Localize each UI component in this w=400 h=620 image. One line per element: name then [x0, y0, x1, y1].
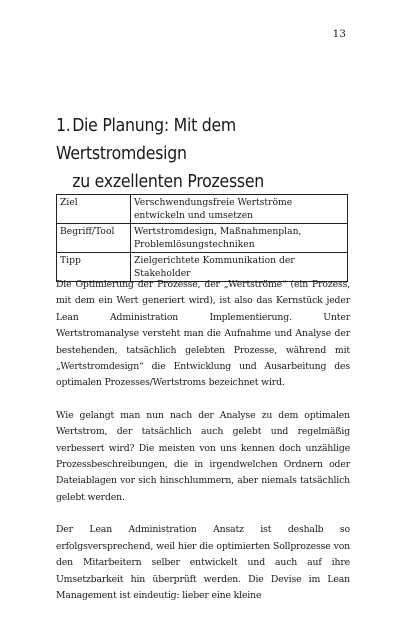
chapter-title-line-1: Die Planung: Mit dem Wertstromdesign: [56, 116, 236, 164]
chapter-number: 1.: [56, 116, 71, 136]
row-value-goal: Verschwendungsfreie Wertströme entwickeln und umsetzen: [131, 195, 348, 224]
paragraph-3: Der Lean Administration Ansatz ist deshalb so erfolgsversprechend, weil hier die optimierten Sollprozesse von den Mitarbeitern selber entwickelt und auch auf ihre Umsetzbarkeit hin überprüft werden. Die Devise im Lean Management ist eindeutig: lieber eine kleine: [56, 524, 350, 601]
row-value-tip: Zielgerichtete Kommunikation der Stakeholder: [131, 253, 348, 282]
chapter-title-line-2: zu exzellenten Prozessen: [72, 172, 264, 192]
row-label-tip: Tipp: [57, 253, 131, 282]
chapter-overview-table: [56, 194, 348, 282]
page-number: 13: [332, 28, 346, 40]
chapter-title: [56, 112, 335, 196]
paragraph-1: Die Optimierung der Prozesse, der „Wertströme“ (ein Prozess, mit dem ein Wert generiert wird), ist also das Kernstück jeder Lean Administration Implementierung. Unter Wertstromanalyse versteht man die Aufnahme und Analyse der bestehenden, tatsächlich gelebten Prozesse, während mit „Wertstromdesign“ die Entwicklung und Ausarbeitung des optimalen Prozesses/Wertstroms bezeichnet wird.: [56, 279, 350, 389]
body-text: [56, 277, 350, 620]
row-value-tool: Wertstromdesign, Maßnahmenplan, Problemlösungstechniken: [131, 224, 348, 253]
table-row: [57, 195, 348, 224]
paragraph-2: Wie gelangt man nun nach der Analyse zu dem optimalen Wertstrom, der tatsächlich auch gelebt und regelmäßig verbessert wird? Die meisten von uns kennen doch unzählige Prozessbeschreibungen, die in irgendwelchen Ordnern oder Dateiablagen vor sich hinschlummern, aber niemals tatsächlich gelebt werden.: [56, 409, 350, 503]
row-label-goal: Ziel: [57, 195, 131, 224]
table-row: [57, 224, 348, 253]
row-label-tool: Begriff/Tool: [57, 224, 131, 253]
